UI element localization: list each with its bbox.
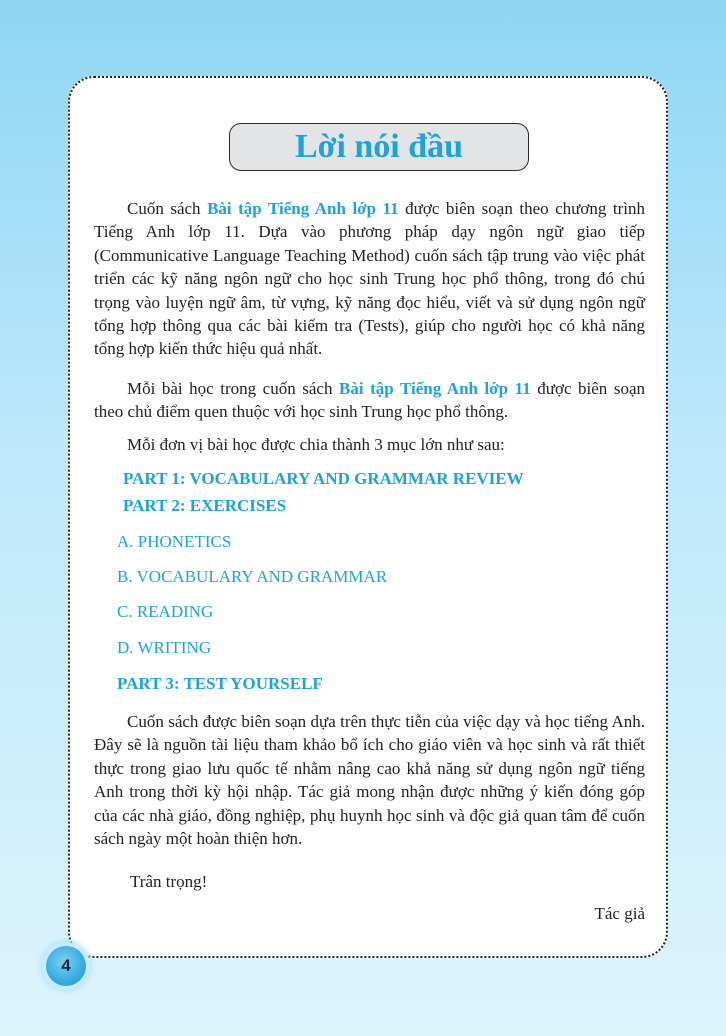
page-title: Lời nói đầu — [294, 128, 464, 165]
structure-text-end: được biên soạn theo chủ điểm quen thuộc với học sinh Trung học phổ thông. — [94, 379, 645, 422]
section-writing: D. WRITING — [117, 638, 212, 657]
intro-text-start: Cuốn sách — [127, 199, 208, 218]
book-title-highlight: Bài tập Tiếng Anh lớp 11 — [207, 199, 399, 218]
closing-greeting: Trân trọng! — [130, 872, 208, 891]
section-vocabulary-grammar: B. VOCABULARY AND GRAMMAR — [117, 567, 388, 586]
part-3-heading: PART 3: TEST YOURSELF — [117, 674, 323, 693]
page-number-badge — [46, 946, 86, 986]
closing-paragraph: Cuốn sách được biên soạn dựa trên thực tiễn của việc dạy và học tiếng Anh. Đây sẽ là nguồn tài liệu tham khảo bổ ích cho giáo viên và học sinh và rất thiết thực trong giao lưu quốc tế nhằm nâng cao khả năng sử dụng ngôn ngữ tiếng Anh trong thời kỳ hội nhập. Tác giả mong nhận được những ý kiến đóng góp của các nhà giáo, đồng nghiệp, phụ huynh học sinh và độc giả quan tâm để cuốn sách ngày một hoàn thiện hơn. — [94, 712, 645, 849]
part-1-heading: PART 1: VOCABULARY AND GRAMMAR REVIEW — [123, 469, 524, 488]
page-number: 4 — [61, 956, 71, 975]
intro-text-end: được biên soạn theo chương trình Tiếng Anh lớp 11. Dựa vào phương pháp dạy ngôn ngữ giao tiếp (Communicative Language Teaching Method) cuốn sách tập trung vào việc phát triển các kỹ năng ngôn ngữ cho học sinh Trung học phổ thông, trong đó chú trọng vào luyện ngữ âm, từ vựng, kỹ năng đọc hiểu, viết và sử dụng ngôn ngữ tổng hợp thông qua các bài kiểm tra (Tests), giúp cho người học có khả năng tổng hợp kiến thức hiệu quả nhất. — [94, 199, 645, 359]
book-title-highlight: Bài tập Tiếng Anh lớp 11 — [339, 379, 531, 398]
structure-text-start: Mỗi bài học trong cuốn sách — [127, 379, 339, 398]
units-paragraph: Mỗi đơn vị bài học được chia thành 3 mục lớn như sau: — [127, 435, 505, 454]
intro-paragraph — [94, 197, 645, 361]
structure-paragraph — [94, 377, 645, 424]
author-signature: Tác giả — [594, 904, 645, 923]
title-box — [229, 123, 529, 171]
section-reading: C. READING — [117, 602, 214, 621]
section-phonetics: A. PHONETICS — [117, 532, 232, 551]
part-2-heading: PART 2: EXERCISES — [123, 496, 287, 515]
